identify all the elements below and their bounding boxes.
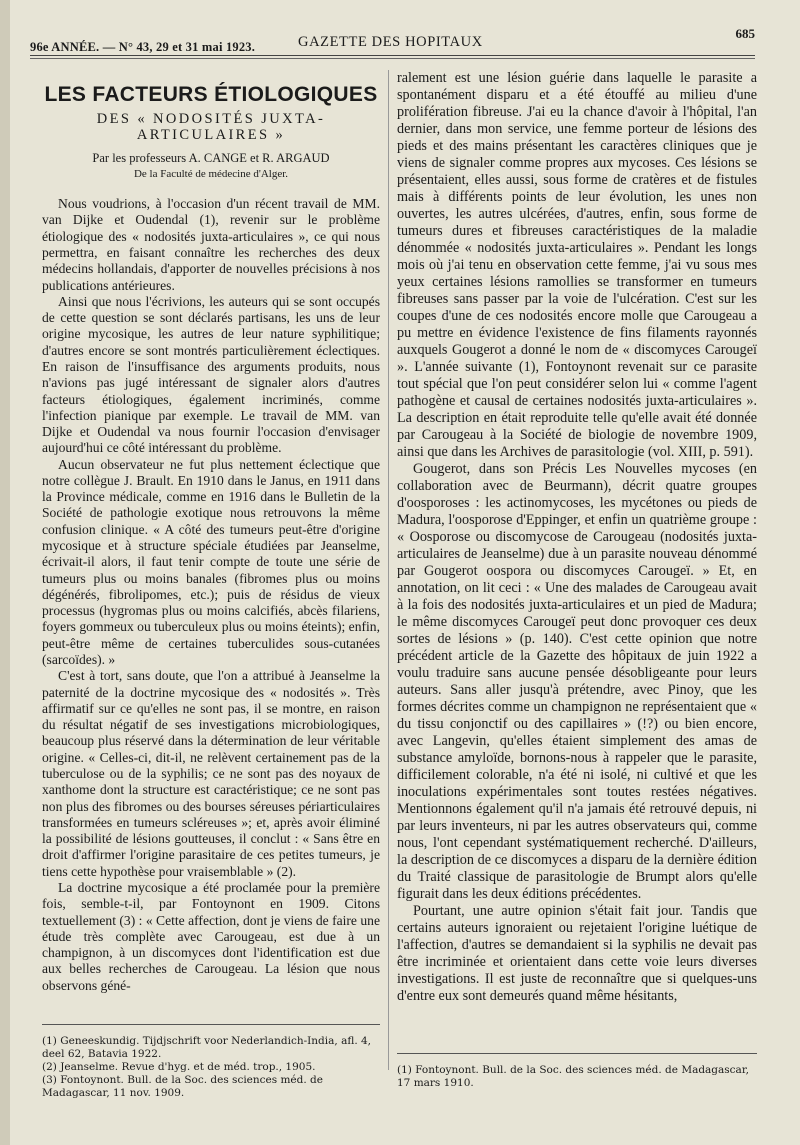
paragraph: Ainsi que nous l'écrivions, les auteurs qui se sont occupés de cette question se sont déclarés partisans, les uns de leur origine mycosique, les autres de leur nature syphilitique; d'autres encore se sont montrés particulièrement éclectiques. En raison de l'insuffisance des arguments produits, nous n'avions pas jugé intéressant de signaler alors d'autres facteurs étiologiques, également incriminés, comme l'infection pianique par exemple. Le travail de MM. van Dijke et Oudendal va nous fournir l'occasion d'envisager aujourd'hui ce côté intéressant du problème. [42, 293, 380, 456]
paragraph: Nous voudrions, à l'occasion d'un récent travail de MM. van Dijke et Oudendal (1), revenir sur le problème étiologique des « nodosités juxta-articulaires », ce qui nous permettra, en faisant connaître les recherches des deux médecins hollandais, d'apporter de nouvelles précisions à nos publications antérieures. [42, 196, 380, 293]
paragraph: Gougerot, dans son Précis Les Nouvelles mycoses (en collaboration avec de Beurmann), décrit quatre groupes d'oosporoses : les actinomycoses, les mycétones ou pieds de Madura, l'oosporose d'Eppinger, et enfin un quatrième groupe : « Oosporose ou discomycose de Carougeau (nodosités juxta-articulaires de Jeanselme) due à un parasite nouveau dénommé par Gougerot oospora ou discomyces Carougeï. » Et, en annotation, on lit ceci : « Une des malades de Carougeau avait à la fois des nodosités juxta-articulaires et un pied de Madura; le même discomyces Carougeï peut donc provoquer ces deux sortes de lésions » (p. 140). C'est cette opinion que notre précédent article de la Gazette des hôpitaux de juin 1922 a voulu traduire sans aucune pensée désobligeante pour leurs auteurs. Sans aller jusqu'à prétendre, avec Pinoy, que les formes décrites comme un champignon ne représentaient que « du tissu conjonctif ou des capillaires » (!?) ou bien encore, avec Langevin, qu'elles étaient simplement des amas de substance amyloïde, bornons-nous à rappeler que le parasite, difficilement colorable, n'a été ni isolé, ni cultivé et que les inoculations expérimentales sont toutes restées négatives. Mentionnons également qu'il n'a jamais été retrouvé depuis, ni par leurs inventeurs, ni par les autres observateurs qui, comme nous, l'ont cependant systématiquement recherché. D'ailleurs, la description de ce discomyces a disparu de la dernière édition du Traité classique de parasitologie de Brumpt alors qu'elle figurait dans les deux éditions précédentes. [397, 461, 757, 902]
issue-line: 96e ANNÉE. — N° 43, 29 et 31 mai 1923. [30, 40, 256, 54]
right-footnotes [397, 1053, 757, 1090]
running-head [30, 26, 755, 54]
header-rule [30, 55, 755, 56]
article-title: LES FACTEURS ÉTIOLOGIQUES [44, 83, 378, 106]
footnote-rule [42, 1024, 380, 1025]
paragraph: La doctrine mycosique a été proclamée pour la première fois, semble-t-il, par Fontoynont en 1909. Citons textuellement (3) : « Cette affection, dont je viens de faire une étude très complète avec Carougeau, est due à un champignon, à un discomyces dont l'identification est due aux belles recherches de Carougeau. La lésion que nous observons géné- [42, 879, 380, 993]
footnote-rule [397, 1053, 757, 1054]
left-body [42, 196, 380, 994]
footnote: (3) Fontoynont. Bull. de la Soc. des sciences méd. de Madagascar, 11 nov. 1909. [42, 1074, 323, 1099]
footnote: (1) Geneeskundig. Tijdjschrift voor Nederlandich-India, afl. 4, deel 62, Batavia 1922. [42, 1035, 372, 1060]
column-divider [388, 70, 389, 1070]
article-authors: Par les professeurs A. CANGE et R. ARGAUD [92, 150, 330, 165]
paragraph: Aucun observateur ne fut plus nettement éclectique que notre collègue J. Brault. En 1910 dans le Janus, en 1911 dans la Province médicale, comme en 1916 dans le Bulletin de la Société de pathologie exotique nous retrouvons la même confusion clinique. « A côté des tumeurs peut-être d'origine mycosique et à structure spéciale étudiées par Jeanselme, écrivait-il alors, il faut tenir compte de toute une série de tumeurs plus ou moins banales (fibromes plus ou moins dégénérés, fibrolipomes, etc.); puis de résidus de vieux processus (hygromas plus ou moins calcifiés, abcès filariens, foyers gommeux ou tuberculeux plus ou moins éteints); enfin, peut-être même de certaines tuberculides sous-cutanées (sarcoïdes). » [42, 456, 380, 667]
page-edge [0, 0, 10, 1145]
paragraph: Pourtant, une autre opinion s'était fait jour. Tandis que certains auteurs ignoraient ou rejetaient l'origine luétique de l'affection, d'autres se demandaient si la syphilis ne devait pas être incriminée et orientaient dans cette voie leurs diverses investigations. Il est juste de reconnaître que si quelques-uns d'entre eux sont demeurés quand même hésitants, [397, 903, 757, 1004]
paragraph: ralement est une lésion guérie dans laquelle le parasite a spontanément disparu et a été étouffé au milieu d'une prolifération fibreuse. J'ai eu la chance d'avoir à l'hôpital, l'an dernier, dans mon service, une femme porteur de lésions des pieds et des mains présentant les caractères cliniques que je viens de signaler comme propres aux mycoses. Ces lésions se présentaient, elles aussi, sous forme de cratères et de fistules mais à différents points de leur évolution, les unes non ouvertes, les autres ulcérées, d'autres, enfin, sous forme de tumeurs dures et fibreuses caractéristiques de la maladie dénommée « nodosités juxta-articulaires ». Pendant les longs mois où j'ai tenu en observation cette femme, j'ai vu sous mes yeux certaines lésions ramollies se transformer en tumeurs fibreuses sans passer par la voie de l'ulcération. C'est sur les coupes d'une de ces nodosités encore molle que Carougeau a pu mettre en évidence l'existence de fins filaments rayonnés auxquels Gougerot a donné le nom de « discomyces Carougeï ». L'année suivante (1), Fontoynont revenait sur ce parasite tout spécial que l'on peut considérer selon lui « comme l'agent pathogène et causal de certaines nodosités juxta-articulaires ». La description en était reproduite telle qu'elle avait été donnée par Carougeau à la Société de biologie de novembre 1909, ainsi que dans les Archives de parasitologie (vol. XIII, p. 591). [397, 70, 757, 460]
right-column [397, 70, 757, 1005]
page-number: 685 [735, 26, 755, 41]
author-affiliation: De la Faculté de médecine d'Alger. [133, 167, 289, 180]
journal-title: GAZETTE DES HOPITAUX [298, 34, 483, 50]
footnote: (1) Fontoynont. Bull. de la Soc. des sciences méd. de Madagascar, 17 mars 1910. [397, 1064, 750, 1089]
footnote: (2) Jeanselme. Revue d'hyg. et de méd. trop., 1905. [42, 1061, 316, 1073]
header-rule-double [30, 58, 755, 59]
left-footnotes [42, 1012, 380, 1100]
paragraph: C'est à tort, sans doute, que l'on a attribué à Jeanselme la paternité de la doctrine mycosique des « nodosités ». Très affirmatif sur ce qu'elles ne sont pas, il se montre, en raison du résultat négatif de ses investigations microbiologiques, beaucoup plus réservé dans la détermination de leur véritable origine. « Celles-ci, dit-il, ne relèvent certainement pas de la tuberculose ou de la syphilis; ce ne sont pas des noyaux de xanthome dont la structure est caractéristique; ce ne sont pas non plus des fibromes ou des bourses séreuses périarticulaires transformées en tumeurs scléreuses »; et, après avoir éliminé la possibilité de lésions goutteuses, il conclut : « Sans être en droit d'affirmer l'origine parasitaire de ces petites tumeurs, je tiens cette hypothèse pour vraisemblable » (2). [42, 668, 380, 879]
left-column [42, 66, 380, 994]
article-subtitle: DES « NODOSITÉS JUXTA-ARTICULAIRES » [96, 111, 326, 144]
